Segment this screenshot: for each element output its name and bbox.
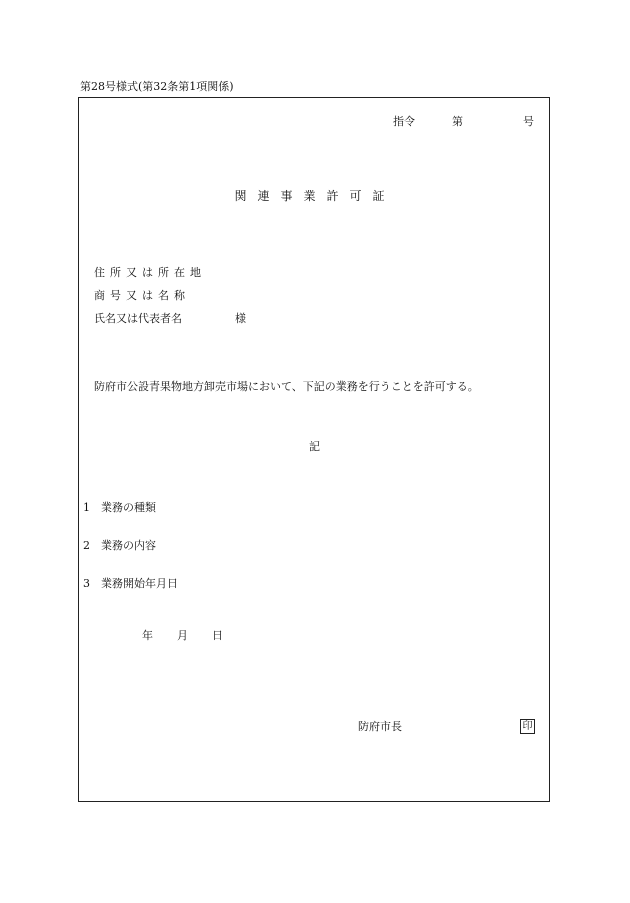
- command-dai-label: 第: [452, 115, 463, 128]
- item-number: 2: [83, 539, 90, 552]
- permit-statement: 防府市公設青果物地方卸売市場において、下記の業務を行うことを許可する。: [94, 380, 479, 393]
- honorific-sama: 様: [235, 312, 246, 325]
- date-day-label: 日: [212, 629, 223, 642]
- item-number: 3: [83, 577, 90, 590]
- item-number: 1: [83, 501, 90, 514]
- ki-heading: 記: [309, 440, 320, 453]
- seal-mark: 印: [520, 719, 535, 734]
- issuer-mayor: 防府市長: [358, 720, 402, 733]
- certificate-title: 関連事業許可証: [234, 189, 396, 203]
- representative-name-label: 氏名又は代表者名: [94, 312, 182, 325]
- trade-name-label: 商号又は名称: [94, 289, 190, 302]
- form-number-label: 第28号様式(第32条第1項関係): [80, 80, 234, 93]
- date-month-label: 月: [177, 629, 188, 642]
- item-label-business-type: 業務の種類: [101, 501, 156, 514]
- address-label: 住所又は所在地: [94, 266, 206, 279]
- command-go-label: 号: [523, 115, 534, 128]
- item-label-business-content: 業務の内容: [101, 539, 156, 552]
- command-shirei-label: 指令: [393, 115, 415, 128]
- date-year-label: 年: [142, 629, 153, 642]
- item-label-start-date: 業務開始年月日: [101, 577, 178, 590]
